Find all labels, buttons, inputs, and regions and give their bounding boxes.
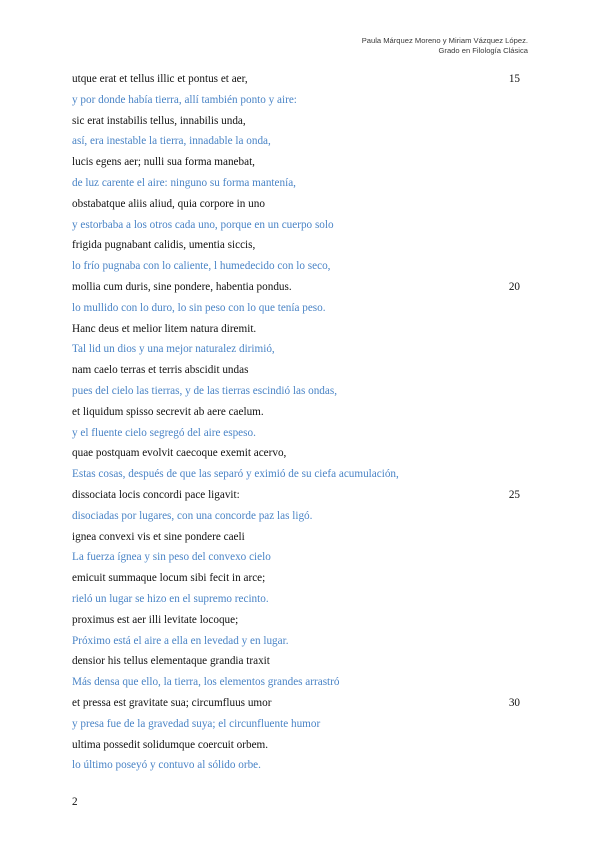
spanish-translation-line <box>72 758 528 779</box>
latin-verse-line <box>72 571 528 592</box>
verse-text: Tal lid un dios y una mejor naturalez dirimió, <box>72 343 275 356</box>
spanish-translation-line <box>72 218 528 239</box>
latin-verse-line <box>72 613 528 634</box>
verse-text: mollia cum duris, sine pondere, habentia pondus. <box>72 280 292 293</box>
verse-text: pues del cielo las tierras, y de las tierras escindió las ondas, <box>72 384 337 397</box>
verse-text: dissociata locis concordi pace ligavit: <box>72 488 240 501</box>
verse-text: Estas cosas, después de que las separó y eximió de su ciefa acumulación, <box>72 468 399 481</box>
spanish-translation-line <box>72 176 528 197</box>
latin-verse-line <box>72 280 528 301</box>
verse-text: obstabatque aliis aliud, quia corpore in uno <box>72 197 265 210</box>
latin-verse-line <box>72 197 528 218</box>
latin-verse-line <box>72 530 528 551</box>
latin-verse-line <box>72 738 528 759</box>
verse-text: de luz carente el aire: ninguno su forma mantenía, <box>72 176 296 189</box>
spanish-translation-line <box>72 675 528 696</box>
verse-text: emicuit summaque locum sibi fecit in arce; <box>72 572 266 585</box>
spanish-translation-line <box>72 134 528 155</box>
verse-number: 25 <box>508 488 520 501</box>
spanish-translation-line <box>72 342 528 363</box>
verse-text: rieló un lugar se hizo en el supremo recinto. <box>72 592 269 605</box>
spanish-translation-line <box>72 384 528 405</box>
verse-text: y presa fue de la gravedad suya; el circunfluente humor <box>72 717 321 730</box>
spanish-translation-line <box>72 634 528 655</box>
latin-verse-line <box>72 405 528 426</box>
verse-text: lo frío pugnaba con lo caliente, l humedecido con lo seco, <box>72 260 331 273</box>
verse-text: disociadas por lugares, con una concorde paz las ligó. <box>72 509 313 522</box>
latin-verse-line <box>72 696 528 717</box>
verse-text: utque erat et tellus illic et pontus et aer, <box>72 73 248 85</box>
verse-number: 30 <box>508 696 520 709</box>
page-header <box>362 36 528 56</box>
verse-text: sic erat instabilis tellus, innabilis unda, <box>72 114 246 127</box>
verse-text: así, era inestable la tierra, innadable la onda, <box>72 135 271 148</box>
latin-verse-line <box>72 322 528 343</box>
verse-text: Hanc deus et melior litem natura diremit. <box>72 322 257 335</box>
verse-text: Próximo está el aire a ella en levedad y en lugar. <box>72 634 289 647</box>
verse-text: La fuerza ígnea y sin peso del convexo cielo <box>72 551 271 564</box>
latin-verse-line <box>72 114 528 135</box>
spanish-translation-line <box>72 467 528 488</box>
spanish-translation-line <box>72 592 528 613</box>
verse-text: nam caelo terras et terris abscidit undas <box>72 364 249 377</box>
latin-verse-line <box>72 155 528 176</box>
latin-verse-line <box>72 446 528 467</box>
verse-text: et pressa est gravitate sua; circumfluus umor <box>72 696 272 709</box>
spanish-translation-line <box>72 301 528 322</box>
page-number: 2 <box>72 796 78 808</box>
header-degree: Grado en Filología Clásica <box>438 46 528 55</box>
verse-text: densior his tellus elementaque grandia traxit <box>72 655 270 668</box>
latin-verse-line <box>72 238 528 259</box>
verse-text: y por donde había tierra, allí también ponto y aire: <box>72 93 297 106</box>
verse-text: quae postquam evolvit caecoque exemit acervo, <box>72 447 287 460</box>
verse-text: y estorbaba a los otros cada uno, porque en un cuerpo solo <box>72 218 334 231</box>
spanish-translation-line <box>72 259 528 280</box>
verse-text: proximus est aer illi levitate locoque; <box>72 613 239 626</box>
verse-text: lucis egens aer; nulli sua forma manebat, <box>72 156 255 169</box>
verse-text: Más densa que ello, la tierra, los elementos grandes arrastró <box>72 676 340 689</box>
spanish-translation-line <box>72 509 528 530</box>
spanish-translation-line <box>72 426 528 447</box>
verse-text: frigida pugnabant calidis, umentia siccis, <box>72 239 256 252</box>
latin-verse-line <box>72 363 528 384</box>
verse-text: ignea convexi vis et sine pondere caeli <box>72 530 245 543</box>
verse-text: lo mullido con lo duro, lo sin peso con lo que tenía peso. <box>72 301 326 314</box>
verse-text: lo último poseyó y contuvo al sólido orbe. <box>72 759 261 772</box>
verse-number: 20 <box>508 280 520 293</box>
verse-lines <box>72 72 528 779</box>
verse-text: ultima possedit solidumque coercuit orbem. <box>72 738 269 751</box>
verse-number: 15 <box>508 73 520 85</box>
latin-verse-line <box>72 654 528 675</box>
header-authors: Paula Márquez Moreno y Miriam Vázquez López. <box>361 36 528 45</box>
latin-verse-line <box>72 72 528 93</box>
spanish-translation-line <box>72 93 528 114</box>
verse-text: y el fluente cielo segregó del aire espeso. <box>72 426 256 439</box>
verse-text: et liquidum spisso secrevit ab aere caelum. <box>72 405 264 418</box>
latin-verse-line <box>72 488 528 509</box>
spanish-translation-line <box>72 717 528 738</box>
spanish-translation-line <box>72 550 528 571</box>
